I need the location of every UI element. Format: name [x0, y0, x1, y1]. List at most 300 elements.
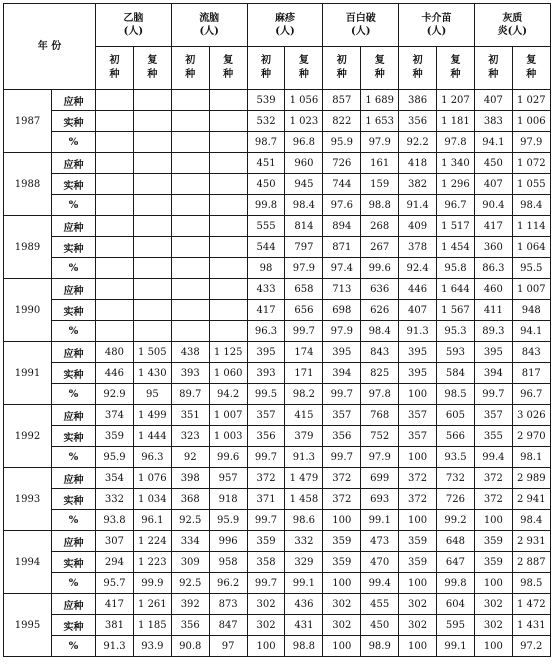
data-cell: 368: [171, 489, 209, 510]
data-cell: 1 458: [285, 489, 323, 510]
data-cell: [209, 90, 247, 111]
data-cell: 97: [209, 636, 247, 657]
data-cell: 857: [323, 90, 361, 111]
data-cell: 372: [323, 468, 361, 489]
data-cell: 359: [96, 426, 134, 447]
data-cell: 302: [247, 615, 285, 636]
data-cell: 92.2: [399, 132, 437, 153]
data-cell: 1 505: [133, 342, 171, 363]
vaccine-unit: 炎(人): [497, 26, 528, 37]
data-cell: 359: [247, 531, 285, 552]
table-row: [4, 195, 551, 216]
data-cell: 93.9: [133, 636, 171, 657]
data-cell: 357: [474, 405, 512, 426]
data-cell: 1 261: [133, 594, 171, 615]
data-cell: 100: [399, 573, 437, 594]
data-cell: 593: [437, 342, 475, 363]
table-row: [4, 594, 551, 615]
data-cell: [171, 216, 209, 237]
vaccine-unit: (人): [351, 26, 371, 37]
data-cell: 356: [323, 426, 361, 447]
year-cell: 1989: [4, 216, 52, 279]
data-cell: 873: [209, 594, 247, 615]
row-type-cell: 应种: [52, 90, 96, 111]
row-type-cell: 应种: [52, 405, 96, 426]
data-cell: 417: [96, 594, 134, 615]
data-cell: [133, 111, 171, 132]
data-cell: 92.5: [171, 510, 209, 531]
data-cell: 100: [399, 384, 437, 405]
data-cell: [96, 258, 134, 279]
data-cell: [96, 174, 134, 195]
data-cell: [171, 132, 209, 153]
data-cell: 329: [285, 552, 323, 573]
data-cell: 99.5: [247, 384, 285, 405]
data-cell: 356: [399, 111, 437, 132]
data-cell: 97.8: [361, 384, 399, 405]
data-cell: 99.7: [323, 447, 361, 468]
vaccine-header-bcg: [399, 4, 475, 47]
data-cell: 95.9: [323, 132, 361, 153]
data-cell: 99.7: [285, 321, 323, 342]
data-cell: 97.9: [361, 132, 399, 153]
row-type-cell: %: [52, 321, 96, 342]
row-type-cell: 实种: [52, 489, 96, 510]
data-cell: 96.3: [247, 321, 285, 342]
vaccine-name: 卡介苗: [421, 13, 452, 24]
data-cell: 98.4: [361, 321, 399, 342]
data-cell: 360: [474, 237, 512, 258]
row-type-cell: %: [52, 195, 96, 216]
initial-dose-header: 初 种: [171, 47, 209, 90]
year-cell: 1992: [4, 405, 52, 468]
data-cell: 99.7: [247, 510, 285, 531]
data-cell: 768: [361, 405, 399, 426]
data-cell: 713: [323, 279, 361, 300]
data-cell: 91.3: [96, 636, 134, 657]
data-cell: 334: [171, 531, 209, 552]
data-cell: 96.7: [512, 384, 550, 405]
data-cell: 843: [361, 342, 399, 363]
data-cell: 323: [171, 426, 209, 447]
vaccination-table: [3, 3, 551, 657]
data-cell: [133, 258, 171, 279]
data-cell: [133, 132, 171, 153]
repeat-dose-header: 复 种: [209, 47, 247, 90]
row-type-cell: %: [52, 636, 96, 657]
data-cell: 1 224: [133, 531, 171, 552]
data-cell: 996: [209, 531, 247, 552]
data-cell: [209, 153, 247, 174]
data-cell: 1 689: [361, 90, 399, 111]
year-cell: 1994: [4, 531, 52, 594]
repeat-dose-header: 复 种: [361, 47, 399, 90]
data-cell: 357: [323, 405, 361, 426]
data-cell: 1 499: [133, 405, 171, 426]
row-type-cell: 实种: [52, 111, 96, 132]
data-cell: 99.1: [437, 636, 475, 657]
data-cell: 95.5: [512, 258, 550, 279]
data-cell: 378: [399, 237, 437, 258]
row-type-cell: 实种: [52, 426, 96, 447]
data-cell: 99.1: [285, 573, 323, 594]
data-cell: 99.6: [209, 447, 247, 468]
data-cell: 822: [323, 111, 361, 132]
data-cell: 379: [285, 426, 323, 447]
data-cell: 393: [247, 363, 285, 384]
data-cell: 359: [323, 531, 361, 552]
data-cell: 958: [209, 552, 247, 573]
vaccine-header-mening: [171, 4, 247, 47]
vaccine-unit: (人): [275, 26, 295, 37]
row-type-cell: 应种: [52, 531, 96, 552]
row-type-cell: 实种: [52, 300, 96, 321]
data-cell: 1 060: [209, 363, 247, 384]
data-cell: 99.8: [247, 195, 285, 216]
data-cell: 1 055: [512, 174, 550, 195]
table-row: [4, 573, 551, 594]
data-cell: 98.5: [512, 573, 550, 594]
data-cell: 752: [361, 426, 399, 447]
data-cell: 372: [399, 489, 437, 510]
data-cell: 354: [96, 468, 134, 489]
data-cell: 302: [247, 594, 285, 615]
data-cell: 847: [209, 615, 247, 636]
data-cell: [133, 195, 171, 216]
data-cell: 92.5: [171, 573, 209, 594]
data-cell: 96.3: [133, 447, 171, 468]
data-cell: [96, 279, 134, 300]
data-cell: 648: [437, 531, 475, 552]
table-row: [4, 405, 551, 426]
data-cell: 2 941: [512, 489, 550, 510]
data-cell: 351: [171, 405, 209, 426]
table-row: [4, 300, 551, 321]
data-cell: 95.9: [209, 510, 247, 531]
data-cell: 357: [247, 405, 285, 426]
table-body: [4, 90, 551, 657]
data-cell: 161: [361, 153, 399, 174]
data-cell: 732: [437, 468, 475, 489]
data-cell: 2 931: [512, 531, 550, 552]
initial-dose-header: 初 种: [96, 47, 134, 90]
data-cell: 382: [399, 174, 437, 195]
data-cell: 744: [323, 174, 361, 195]
data-cell: 394: [323, 363, 361, 384]
data-cell: 374: [96, 405, 134, 426]
data-cell: 91.4: [399, 195, 437, 216]
vaccine-name: 乙脑: [123, 13, 144, 24]
data-cell: 100: [399, 636, 437, 657]
data-cell: [96, 195, 134, 216]
data-cell: 171: [285, 363, 323, 384]
data-cell: 393: [171, 363, 209, 384]
data-cell: 395: [474, 342, 512, 363]
data-cell: 97.9: [323, 321, 361, 342]
table-row: [4, 468, 551, 489]
data-cell: 455: [361, 594, 399, 615]
data-cell: 92.4: [399, 258, 437, 279]
data-cell: 359: [474, 552, 512, 573]
data-cell: 99.6: [361, 258, 399, 279]
data-cell: 98.8: [361, 195, 399, 216]
vaccine-name: 麻疹: [274, 13, 295, 24]
data-cell: 1 007: [209, 405, 247, 426]
data-cell: 90.8: [171, 636, 209, 657]
data-cell: 372: [399, 468, 437, 489]
data-cell: 96.7: [437, 195, 475, 216]
data-cell: 451: [247, 153, 285, 174]
data-cell: 386: [399, 90, 437, 111]
data-cell: 294: [96, 552, 134, 573]
data-cell: 446: [399, 279, 437, 300]
table-row: [4, 321, 551, 342]
repeat-dose-header: 复 种: [133, 47, 171, 90]
row-type-cell: %: [52, 132, 96, 153]
data-cell: 332: [285, 531, 323, 552]
data-cell: 407: [474, 90, 512, 111]
data-cell: [171, 279, 209, 300]
data-cell: 97.9: [512, 132, 550, 153]
data-cell: 356: [247, 426, 285, 447]
table-row: [4, 174, 551, 195]
data-cell: 174: [285, 342, 323, 363]
data-cell: 99.4: [361, 573, 399, 594]
data-cell: 95.7: [96, 573, 134, 594]
data-cell: [133, 216, 171, 237]
table-row: [4, 279, 551, 300]
data-cell: 532: [247, 111, 285, 132]
table-row: [4, 258, 551, 279]
data-cell: 99.7: [247, 573, 285, 594]
data-cell: [96, 111, 134, 132]
data-cell: 99.4: [474, 447, 512, 468]
data-cell: 693: [361, 489, 399, 510]
data-cell: 480: [96, 342, 134, 363]
data-cell: 436: [285, 594, 323, 615]
data-cell: 98.9: [361, 636, 399, 657]
data-cell: 86.3: [474, 258, 512, 279]
year-cell: 1991: [4, 342, 52, 405]
data-cell: 957: [209, 468, 247, 489]
data-cell: 699: [361, 468, 399, 489]
data-cell: 626: [361, 300, 399, 321]
data-cell: 1 472: [512, 594, 550, 615]
table-row: [4, 90, 551, 111]
data-cell: 302: [323, 615, 361, 636]
data-cell: 636: [361, 279, 399, 300]
table-row: [4, 132, 551, 153]
data-cell: 359: [323, 552, 361, 573]
data-cell: [209, 111, 247, 132]
data-cell: 372: [247, 468, 285, 489]
data-cell: 825: [361, 363, 399, 384]
data-cell: 658: [285, 279, 323, 300]
data-cell: 97.2: [512, 636, 550, 657]
data-cell: 433: [247, 279, 285, 300]
data-cell: 544: [247, 237, 285, 258]
data-cell: 1 517: [437, 216, 475, 237]
initial-dose-header: 初 种: [247, 47, 285, 90]
header-row-vaccines: [4, 4, 551, 47]
data-cell: 357: [399, 426, 437, 447]
data-cell: 797: [285, 237, 323, 258]
data-cell: [133, 321, 171, 342]
vaccine-name: 百白破: [345, 13, 376, 24]
data-cell: 460: [474, 279, 512, 300]
data-cell: 96.1: [133, 510, 171, 531]
data-cell: 99.8: [437, 573, 475, 594]
data-cell: [171, 195, 209, 216]
data-cell: 332: [96, 489, 134, 510]
data-cell: 1 479: [285, 468, 323, 489]
data-cell: [96, 237, 134, 258]
row-type-cell: 应种: [52, 594, 96, 615]
vaccine-header-polio: [474, 4, 550, 47]
row-type-cell: 实种: [52, 552, 96, 573]
data-cell: 2 989: [512, 468, 550, 489]
data-cell: 100: [474, 510, 512, 531]
row-type-cell: %: [52, 384, 96, 405]
data-cell: 97.6: [323, 195, 361, 216]
year-cell: 1995: [4, 594, 52, 657]
data-cell: 89.3: [474, 321, 512, 342]
data-cell: 1 034: [133, 489, 171, 510]
data-cell: 1 454: [437, 237, 475, 258]
data-cell: [96, 216, 134, 237]
vaccine-unit: (人): [426, 26, 447, 37]
data-cell: 358: [247, 552, 285, 573]
data-cell: 407: [399, 300, 437, 321]
data-cell: 395: [399, 342, 437, 363]
data-cell: 159: [361, 174, 399, 195]
data-cell: [171, 237, 209, 258]
vaccine-unit: (人): [123, 26, 144, 37]
data-cell: 555: [247, 216, 285, 237]
table-row: [4, 447, 551, 468]
data-cell: 394: [474, 363, 512, 384]
data-cell: 98.2: [285, 384, 323, 405]
data-cell: 1 185: [133, 615, 171, 636]
data-cell: 960: [285, 153, 323, 174]
data-cell: [209, 174, 247, 195]
data-cell: 470: [361, 552, 399, 573]
data-cell: 450: [361, 615, 399, 636]
data-cell: 1 444: [133, 426, 171, 447]
data-cell: [133, 90, 171, 111]
data-cell: [209, 195, 247, 216]
data-cell: 97.8: [437, 132, 475, 153]
data-cell: [171, 153, 209, 174]
vaccine-header-jenc: [96, 4, 172, 47]
table-row: [4, 216, 551, 237]
data-cell: [133, 174, 171, 195]
data-cell: 97.9: [361, 447, 399, 468]
data-cell: 1 644: [437, 279, 475, 300]
data-cell: 95.9: [96, 447, 134, 468]
data-cell: 450: [474, 153, 512, 174]
data-cell: 438: [171, 342, 209, 363]
data-cell: 92.9: [96, 384, 134, 405]
data-cell: 383: [474, 111, 512, 132]
data-cell: 302: [474, 594, 512, 615]
row-type-cell: 实种: [52, 237, 96, 258]
data-cell: 1 296: [437, 174, 475, 195]
data-cell: 90.4: [474, 195, 512, 216]
data-cell: 98.4: [285, 195, 323, 216]
data-cell: 871: [323, 237, 361, 258]
table-row: [4, 342, 551, 363]
data-cell: 605: [437, 405, 475, 426]
data-cell: 98.4: [512, 510, 550, 531]
year-cell: 1990: [4, 279, 52, 342]
data-cell: 302: [399, 615, 437, 636]
data-cell: 356: [171, 615, 209, 636]
data-cell: 1 076: [133, 468, 171, 489]
data-cell: 98: [247, 258, 285, 279]
data-cell: 1 340: [437, 153, 475, 174]
data-cell: [96, 132, 134, 153]
data-cell: 407: [474, 174, 512, 195]
vaccine-name: 灰质: [502, 13, 523, 24]
data-cell: 1 027: [512, 90, 550, 111]
row-type-cell: 实种: [52, 615, 96, 636]
table-row: [4, 615, 551, 636]
row-type-cell: 实种: [52, 363, 96, 384]
table-row: [4, 237, 551, 258]
data-cell: 99.7: [323, 384, 361, 405]
data-cell: 95: [133, 384, 171, 405]
data-cell: 91.3: [285, 447, 323, 468]
data-cell: 395: [247, 342, 285, 363]
data-cell: [171, 174, 209, 195]
data-cell: 1 431: [512, 615, 550, 636]
data-cell: 3 026: [512, 405, 550, 426]
data-cell: [133, 153, 171, 174]
data-cell: 99.7: [247, 447, 285, 468]
data-cell: 100: [474, 636, 512, 657]
data-cell: 1 072: [512, 153, 550, 174]
data-cell: 99.9: [133, 573, 171, 594]
data-cell: 1 567: [437, 300, 475, 321]
data-cell: 95.3: [437, 321, 475, 342]
data-cell: 595: [437, 615, 475, 636]
data-cell: 2 970: [512, 426, 550, 447]
data-cell: [133, 300, 171, 321]
data-cell: 93.8: [96, 510, 134, 531]
data-cell: 100: [399, 510, 437, 531]
data-cell: 1 006: [512, 111, 550, 132]
data-cell: 98.1: [512, 447, 550, 468]
data-cell: [171, 90, 209, 111]
data-cell: [209, 132, 247, 153]
data-cell: 1 064: [512, 237, 550, 258]
data-cell: 604: [437, 594, 475, 615]
data-cell: [171, 300, 209, 321]
vaccine-name: 流脑: [199, 13, 220, 24]
data-cell: 1 430: [133, 363, 171, 384]
data-cell: 100: [247, 636, 285, 657]
data-cell: 415: [285, 405, 323, 426]
data-cell: [209, 321, 247, 342]
data-cell: 372: [474, 468, 512, 489]
table-row: [4, 531, 551, 552]
data-cell: 97.9: [285, 258, 323, 279]
data-cell: 647: [437, 552, 475, 573]
data-cell: 372: [323, 489, 361, 510]
data-cell: 359: [474, 531, 512, 552]
data-cell: 1 223: [133, 552, 171, 573]
